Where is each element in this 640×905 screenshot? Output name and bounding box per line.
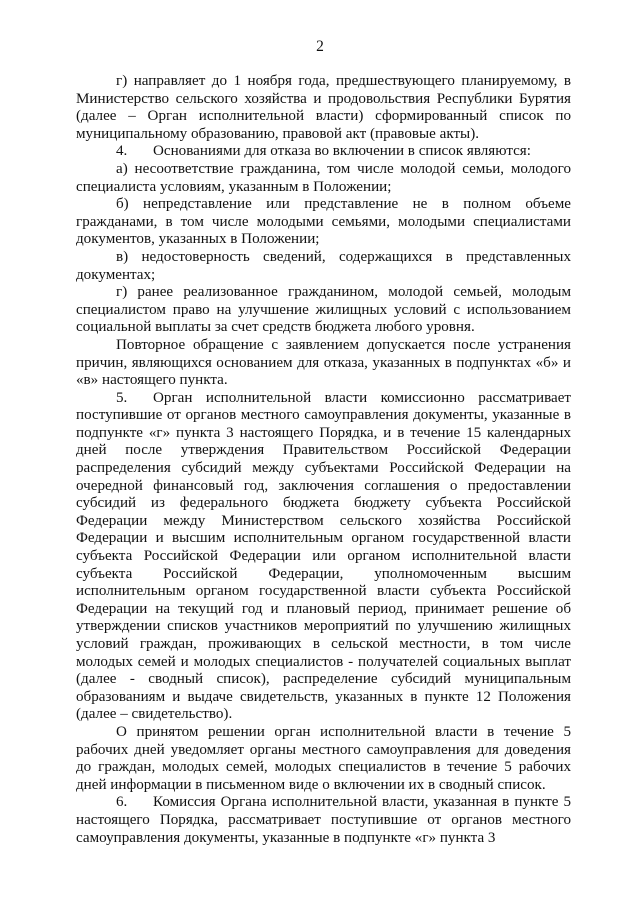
paragraph-subitem-v: в) недостоверность сведений, содержащихся в представленных документах;	[76, 248, 571, 283]
item-number: 4.	[116, 143, 128, 160]
paragraph-subitem-a: а) несоответствие гражданина, том числе молодой семьи, молодого специалиста условиям, указанным в Положении;	[76, 160, 571, 195]
paragraph-item-5	[76, 390, 571, 724]
paragraph-subitem-g: г) ранее реализованное гражданином, молодой семьей, молодым специалистом право на улучшение жилищных условий с использованием социальной выплаты за счет средств бюджета любого уровня.	[76, 284, 571, 336]
document-body	[76, 73, 571, 847]
paragraph-subitem-b: б) непредставление или представление не в полном объеме гражданами, в том числе молодыми семьями, молодыми специалистами документов, указанных в Положении;	[76, 196, 571, 248]
paragraph-item-4	[76, 143, 571, 161]
paragraph-text: Комиссия Органа исполнительной власти, указанная в пункте 5 настоящего Порядка, рассматривает поступившие от органов местного самоуправления документы, указанные в подпункте «г» пункта 3	[76, 794, 571, 846]
paragraph-repeat-application: Повторное обращение с заявлением допускается после устранения причин, являющихся основанием для отказа, указанных в подпунктах «б» и «в» настоящего пункта.	[76, 336, 571, 389]
paragraph-decision-notice: О принятом решении орган исполнительной власти в течение 5 рабочих дней уведомляет органы местного самоуправления для доведения до граждан, молодых семей, молодых специалистов в течение 5 рабочих дней информации в письменном виде о включении их в сводный список.	[76, 723, 571, 793]
paragraph-item-6	[76, 794, 571, 847]
page-number: 2	[316, 38, 324, 55]
paragraph-text: Основаниями для отказа во включении в список являются:	[153, 143, 531, 160]
item-number: 5.	[116, 389, 128, 406]
paragraph-subitem-g-send: г) направляет до 1 ноября года, предшествующего планируемому, в Министерство сельского хозяйства и продовольствия Республики Бурятия (далее – Орган исполнительной власти) сформированный список по муниципальному образованию, правовой акт (правовые акты).	[76, 73, 571, 142]
item-number: 6.	[116, 794, 128, 811]
paragraph-text: Орган исполнительной власти комиссионно рассматривает поступившие от органов местного самоуправления документы, указанные в подпункте «г» пункта 3 настоящего Порядка, и в течение 15 календарных дней после утверждения Правительством Российской Федерации распределения субсидий между субъектами Российской Федерации на очередной финансовый год, заключения соглашения о предоставлении субсидий из федерального бюджета бюджету субъекта Российской Федерации между Министерством сельского хозяйства Российской Федерации и высшим исполнительным органом государственной власти субъекта Российской Федерации или органом исполнительной власти субъекта Российской Федерации, уполномоченным высшим исполнительным органом государственной власти субъекта Российской Федерации на текущий год и плановый период, принимает решение об утверждении списков участников мероприятий по улучшению жилищных условий граждан, проживающих в сельской местности, в том числе молодых семей и молодых специалистов - получателей социальных выплат (далее - сводный список), распределение субсидий муниципальным образованиям и выдаче свидетельств, указанных в пункте 12 Положения (далее – свидетельство).	[76, 389, 571, 723]
